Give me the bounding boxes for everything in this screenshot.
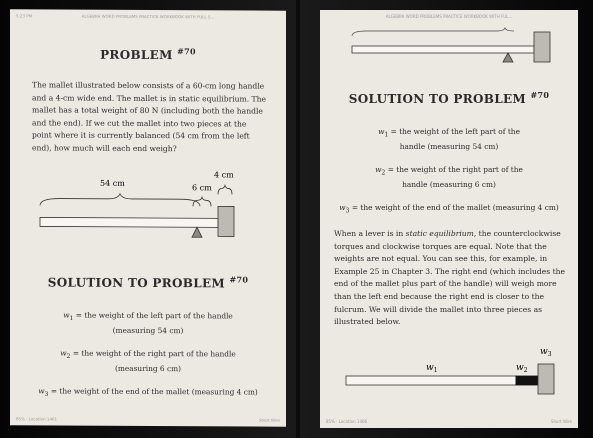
right-w1-subscript: 1	[384, 131, 389, 139]
left-w2-text: = the weight of the right part of the handle (measuring 6 cm)	[70, 348, 236, 374]
label-6cm: 6 cm	[192, 183, 212, 193]
handle-right-piece	[516, 376, 538, 385]
top-diagram-partial	[320, 18, 578, 64]
diagram-w1-subscript: 1	[433, 367, 438, 374]
right-solution-title	[320, 90, 578, 106]
brace-4cm	[218, 185, 232, 194]
fulcrum-icon	[192, 227, 202, 237]
left-def-w3	[10, 385, 286, 402]
left-solution-title	[10, 273, 286, 290]
right-w2-subscript: 2	[381, 169, 386, 177]
left-w2-symbol: w	[60, 348, 67, 358]
right-header-book-title: ALGEBRA WORD PROBLEMS PRACTICE WORKBOOK WITH FUL...	[385, 14, 513, 19]
left-footer-chapter: Short Wire	[258, 417, 280, 423]
right-footer-location: 85% · Location 1466	[326, 419, 368, 424]
right-def-w1	[320, 126, 578, 153]
left-w1-subscript: 1	[69, 315, 74, 323]
left-w3-symbol: w	[38, 386, 45, 396]
equilibrium-paragraph	[334, 228, 566, 329]
handle-left-piece	[346, 376, 516, 385]
left-solution-title-text: SOLUTION TO PROBLEM	[47, 275, 225, 291]
right-w1-text: = the weight of the left part of the handle (measuring 54 cm)	[388, 127, 520, 152]
diagram-w2-label	[516, 363, 528, 374]
diagram-w2-symbol: w	[516, 363, 524, 373]
right-w3-subscript: 3	[345, 207, 350, 215]
left-header	[10, 13, 286, 20]
top-mallet-handle	[352, 46, 534, 53]
left-header-book-title: ALGEBRA WORD PROBLEMS PRACTICE WORKBOOK WITH FULL S...	[81, 13, 215, 20]
left-w2-subscript: 2	[66, 353, 71, 361]
right-solution-title-number: #70	[530, 90, 550, 100]
right-def-w3	[320, 202, 578, 217]
right-def-w2	[320, 164, 578, 191]
diagram-w3-label	[540, 347, 552, 358]
mallet-head	[218, 206, 234, 236]
left-header-time: 5:23 PM	[16, 13, 33, 19]
left-def-w2	[10, 347, 286, 376]
brace-6cm	[193, 197, 211, 206]
right-w2-text: = the weight of the right part of the handle (measuring 6 cm)	[385, 165, 523, 190]
top-mallet-head	[534, 32, 550, 62]
diagram-w3-symbol: w	[540, 347, 548, 357]
left-def-w1	[10, 309, 286, 338]
left-w3-text: = the weight of the end of the mallet (measuring 4 cm)	[48, 386, 258, 397]
label-54cm: 54 cm	[100, 178, 125, 188]
problem-title-text: PROBLEM	[100, 47, 173, 63]
right-w3-symbol: w	[339, 203, 346, 212]
left-w1-text: = the weight of the left part of the handle (measuring 54 cm)	[73, 310, 233, 336]
problem-title-number: #70	[177, 46, 196, 57]
left-solution-title-number: #70	[229, 274, 249, 285]
diagram-w2-subscript: 2	[523, 367, 528, 374]
three-piece-diagram	[320, 346, 578, 396]
top-brace	[352, 28, 514, 36]
right-w2-symbol: w	[375, 165, 382, 174]
label-4cm: 4 cm	[214, 170, 234, 180]
para-part-1: When a lever is in	[334, 229, 406, 238]
problem-diagram	[10, 161, 286, 242]
diagram-w1-symbol: w	[426, 363, 434, 373]
top-fulcrum-icon	[503, 53, 513, 62]
left-w3-subscript: 3	[44, 390, 49, 398]
left-footer-location: 85% · Location 1461	[16, 416, 58, 422]
right-ereader	[300, 0, 593, 438]
diagram-w3-subscript: 3	[547, 351, 552, 358]
left-ereader	[0, 0, 296, 438]
right-screen[interactable]	[320, 10, 578, 428]
para-part-2: , the counterclockwise torques and clockwise torques are equal. Note that the weights are not equal. You can see this, for example, in Example 25 in Chapter 3. The right end (which includes the end of the mallet plus part of the handle) will weigh more than the left end because the right end is closer to the fulcrum. We will divide the mallet into three pieces as illustrated below.	[334, 229, 566, 327]
diagram-w1-label	[426, 363, 438, 374]
right-w1-symbol: w	[378, 127, 385, 136]
problem-text: The mallet illustrated below consists of a 60-cm long handle and a 4-cm wide end. The mallet is in static equilibrium. The mallet has a total weight of 80 N (including both the handle and the end). If we cut the mallet into two pieces at the point where it is currently balanced (54 cm from the left end), how much will each end weigh?	[32, 80, 266, 154]
right-footer	[326, 419, 572, 424]
right-footer-chapter: Short Wire	[550, 419, 572, 424]
para-emphasis: static equilibrium	[405, 229, 474, 238]
left-w1-symbol: w	[63, 310, 70, 320]
right-w3-text: = the weight of the end of the mallet (measuring 4 cm)	[349, 203, 559, 212]
problem-title	[10, 45, 286, 62]
right-solution-title-text: SOLUTION TO PROBLEM	[348, 92, 526, 106]
mallet-end-piece	[538, 364, 554, 394]
left-screen[interactable]	[10, 9, 286, 426]
left-footer	[16, 416, 280, 422]
brace-54cm	[40, 193, 200, 206]
mallet-handle	[40, 217, 218, 227]
